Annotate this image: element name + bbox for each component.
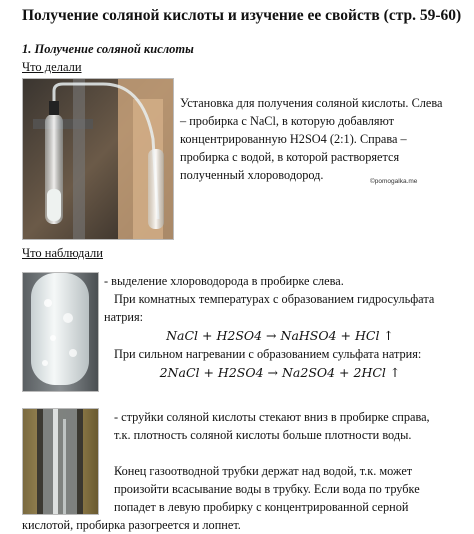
safety-line-1: Конец газоотводной трубки держат над водой, т.к. может bbox=[114, 464, 413, 478]
page-title: Получение соляной кислоты и изучение ее свойств (стр. 59-60) bbox=[22, 7, 462, 24]
done-heading: Что делали bbox=[22, 60, 82, 74]
observation-density: т.к. плотность соляной кислоты больше плотности воды. bbox=[114, 428, 412, 442]
hcl-evolution-photo bbox=[22, 272, 99, 392]
safety-paragraph bbox=[22, 462, 454, 534]
observation-acid-streams: - струйки соляной кислоты стекают вниз в пробирке справа, bbox=[114, 410, 430, 424]
observations-block-2 bbox=[114, 408, 454, 444]
hcl-evolution-photo-image bbox=[23, 273, 98, 391]
safety-line-2: произойти всасывание воды в трубку. Если вода по трубке bbox=[114, 482, 420, 496]
apparatus-description bbox=[180, 94, 450, 184]
description-line-1: Установка для получения соляной кислоты. Слева bbox=[180, 96, 443, 110]
observation-heating: При сильном нагревании с образованием сульфата натрия: bbox=[114, 347, 422, 361]
section-title: 1. Получение соляной кислоты bbox=[22, 42, 194, 56]
watermark: ©pomogalka.me bbox=[370, 178, 418, 185]
observed-heading: Что наблюдали bbox=[22, 246, 103, 260]
observations-block-1 bbox=[104, 272, 456, 380]
reaction-formula-2: 2NaCl + H2SO4 → Na2SO4 + 2HCl ↑ bbox=[159, 365, 401, 380]
reaction-formula-1: NaCl + H2SO4 → NaHSO4 + HCl ↑ bbox=[166, 328, 394, 343]
description-line-4: пробирка с водой, в которой растворяется bbox=[180, 150, 400, 164]
description-line-3: концентрированную H2SO4 (2:1). Справа – bbox=[180, 132, 407, 146]
apparatus-photo-image bbox=[23, 79, 173, 239]
safety-line-4: кислотой, пробирка разогреется и лопнет. bbox=[22, 518, 241, 532]
observation-room-temp: При комнатных температурах с образованием гидросульфата bbox=[114, 292, 435, 306]
apparatus-photo bbox=[22, 78, 174, 240]
description-line-2: – пробирка с NaCl, в которую добавляют bbox=[180, 114, 394, 128]
observation-room-temp-cont: натрия: bbox=[104, 310, 144, 324]
description-line-5: полученный хлороводород. bbox=[180, 168, 324, 182]
safety-line-3: попадет в левую пробирку с концентрированной серной bbox=[114, 500, 409, 514]
observation-hcl-evolution: - выделение хлороводорода в пробирке слева. bbox=[104, 274, 344, 288]
